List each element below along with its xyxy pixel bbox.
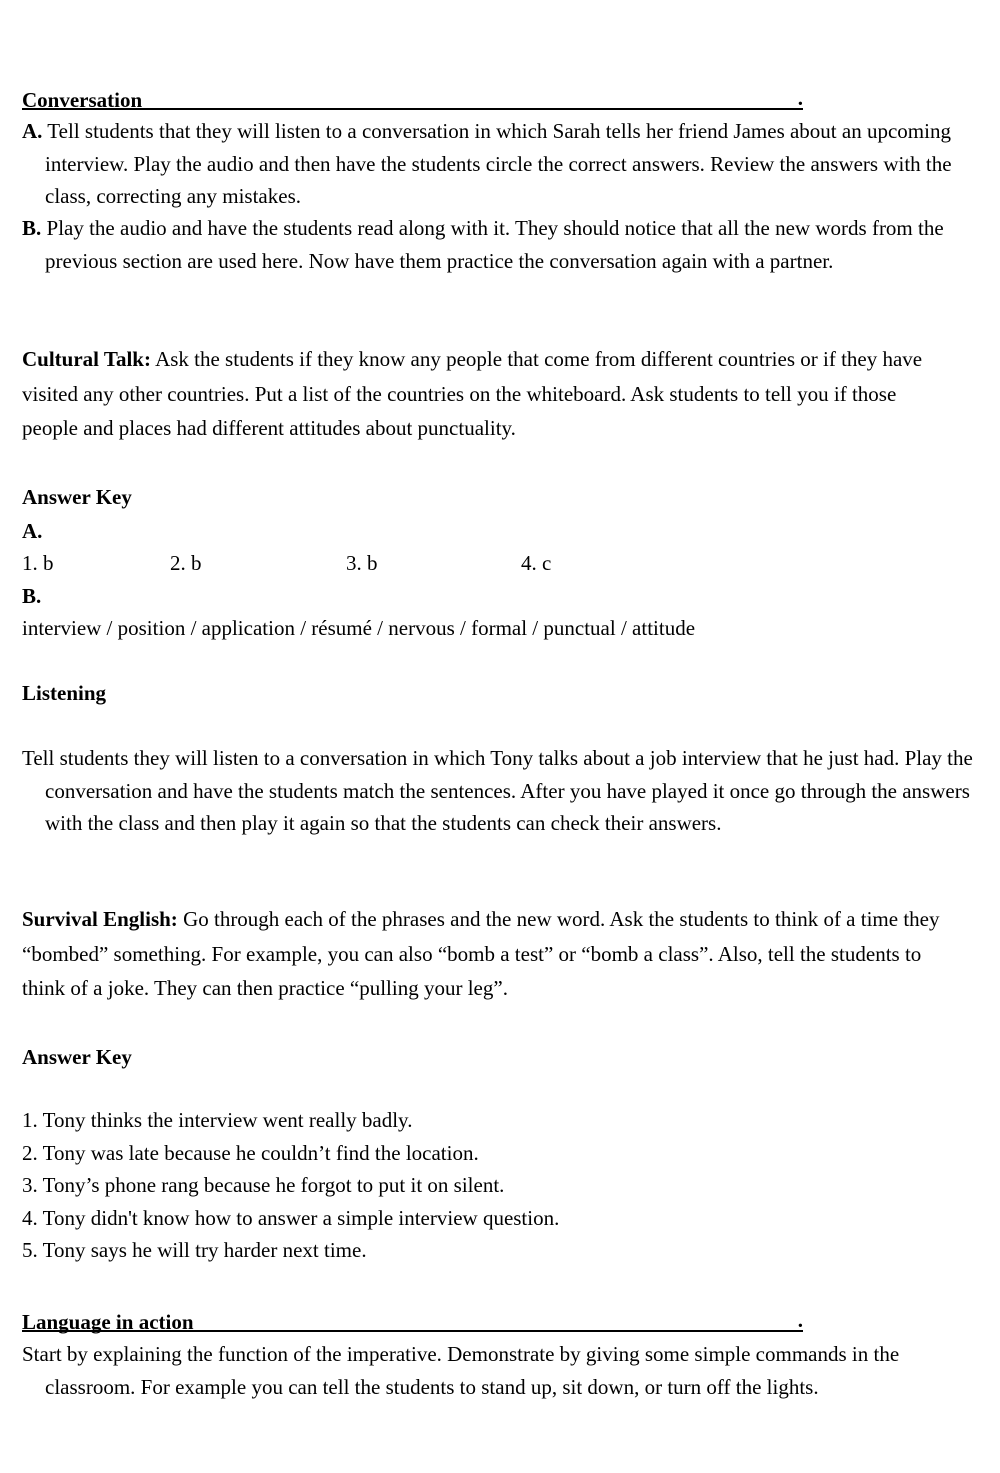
answer-key-a-item: 1. b	[22, 551, 54, 575]
conversation-heading-text: Conversation	[22, 88, 143, 112]
answer-key-a-item: 4. c	[521, 551, 552, 575]
cultural-talk-paragraph	[22, 342, 952, 446]
survival-english-paragraph	[22, 902, 952, 1006]
conversation-b-label: B.	[22, 216, 42, 240]
list-item: 3. Tony’s phone rang because he forgot to put it on silent.	[22, 1173, 505, 1197]
answer-key-heading-1: Answer Key	[22, 485, 132, 509]
list-item: 1. Tony thinks the interview went really badly.	[22, 1108, 413, 1132]
survival-english-label: Survival English:	[22, 907, 178, 931]
list-item: 4. Tony didn't know how to answer a simple interview question.	[22, 1206, 560, 1230]
list-item: 2. Tony was late because he couldn’t find the location.	[22, 1141, 479, 1165]
answer-key-a-item: 3. b	[346, 551, 378, 575]
answer-key-b-label: B.	[22, 584, 42, 608]
language-in-action-text: Start by explaining the function of the imperative. Demonstrate by giving some simple commands in the classroom. For example you can tell the students to stand up, sit down, or turn off the lights.	[22, 1342, 900, 1399]
conversation-a-label: A.	[22, 119, 43, 143]
language-in-action-heading-dot: .	[797, 1308, 803, 1332]
survival-english-text: Go through each of the phrases and the new word. Ask the students to think of a time they “bombed” something. For example, you can also “bomb a test” or “bomb a class”. Also, tell the students to think of a joke. They can then practice “pulling your leg”.	[22, 907, 940, 1000]
listening-paragraph	[22, 742, 975, 840]
conversation-heading-dot: .	[797, 86, 803, 110]
answer-key-a-row	[22, 551, 952, 577]
cultural-talk-text: Ask the students if they know any people that come from different countries or if they have visited any other countries. Put a list of the countries on the whiteboard. Ask students to tell you if those people and places had different attitudes about punctuality.	[22, 347, 923, 440]
listening-text: Tell students they will listen to a conversation in which Tony talks about a job interview that he just had. Play the conversation and have the students match the sentences. After you have played it once go through the answers with the class and then play it again so that the students can check their answers.	[22, 746, 973, 835]
conversation-b-text: Play the audio and have the students read along with it. They should notice that all the new words from the previous section are used here. Now have them practice the conversation again with a partner.	[45, 216, 944, 273]
answer-key-b-answers: interview / position / application / résumé / nervous / formal / punctual / attitude	[22, 616, 696, 640]
conversation-heading	[22, 88, 803, 110]
conversation-b-paragraph	[22, 212, 975, 277]
answer-key-heading-2: Answer Key	[22, 1045, 132, 1069]
cultural-talk-label: Cultural Talk:	[22, 347, 151, 371]
conversation-a-text: Tell students that they will listen to a conversation in which Sarah tells her friend James about an upcoming interview. Play the audio and then have the students circle the correct answers. Review the answers with the class, correcting any mistakes.	[45, 119, 952, 208]
language-in-action-heading	[22, 1310, 803, 1332]
conversation-a-paragraph	[22, 115, 975, 213]
list-item: 5. Tony says he will try harder next time.	[22, 1238, 367, 1262]
language-in-action-heading-text: Language in action	[22, 1310, 194, 1334]
language-in-action-paragraph	[22, 1338, 975, 1403]
listening-heading: Listening	[22, 681, 107, 705]
answer-key-a-item: 2. b	[170, 551, 202, 575]
answer-key-a-label: A.	[22, 519, 43, 543]
